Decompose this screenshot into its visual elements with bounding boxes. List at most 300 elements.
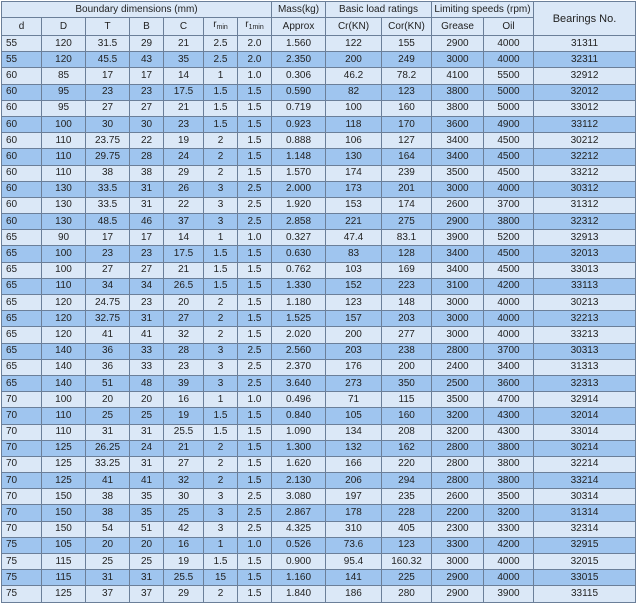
cell-b: 23: [130, 84, 164, 100]
col-b-header: B: [130, 18, 164, 36]
cell-cor: 275: [382, 214, 432, 230]
cell-rmin: 1.5: [204, 100, 238, 116]
cell-b: 41: [130, 473, 164, 489]
cell-oil: 4300: [484, 408, 534, 424]
cell-cr: 203: [326, 343, 382, 359]
cell-bearing-no: 32013: [534, 246, 636, 262]
cell-c: 27: [164, 311, 204, 327]
cell-mass: 2.000: [272, 181, 326, 197]
cell-d: 60: [2, 149, 42, 165]
cell-d: 60: [2, 165, 42, 181]
cell-outer-d: 125: [42, 586, 86, 602]
cell-rmin: 2: [204, 295, 238, 311]
cell-c: 19: [164, 408, 204, 424]
cell-c: 27: [164, 456, 204, 472]
cell-r1min: 1.5: [238, 133, 272, 149]
cell-grease: 2800: [432, 440, 484, 456]
cell-bearing-no: 30214: [534, 440, 636, 456]
cell-oil: 3800: [484, 214, 534, 230]
cell-b: 31: [130, 424, 164, 440]
cell-oil: 3200: [484, 505, 534, 521]
cell-cr: 123: [326, 295, 382, 311]
cell-b: 51: [130, 521, 164, 537]
cell-cr: 186: [326, 586, 382, 602]
table-row: [2, 327, 636, 343]
cell-cor: 155: [382, 36, 432, 52]
cell-grease: 3000: [432, 554, 484, 570]
cell-rmin: 2: [204, 586, 238, 602]
cell-grease: 3000: [432, 311, 484, 327]
cell-outer-d: 110: [42, 424, 86, 440]
cell-oil: 3800: [484, 440, 534, 456]
cell-bearing-no: 33013: [534, 262, 636, 278]
cell-oil: 5000: [484, 84, 534, 100]
table-row: [2, 197, 636, 213]
cell-b: 34: [130, 278, 164, 294]
cell-t: 23: [86, 84, 130, 100]
cell-outer-d: 100: [42, 392, 86, 408]
cell-bearing-no: 30212: [534, 133, 636, 149]
cell-rmin: 15: [204, 570, 238, 586]
cell-cr: 103: [326, 262, 382, 278]
cell-oil: 4500: [484, 165, 534, 181]
cell-r1min: 1.5: [238, 84, 272, 100]
cell-outer-d: 95: [42, 84, 86, 100]
cell-c: 16: [164, 392, 204, 408]
cell-r1min: 1.5: [238, 570, 272, 586]
cell-grease: 3000: [432, 52, 484, 68]
cell-d: 70: [2, 521, 42, 537]
cell-outer-d: 125: [42, 440, 86, 456]
cell-outer-d: 90: [42, 230, 86, 246]
cell-grease: 3200: [432, 424, 484, 440]
cell-r1min: 2.5: [238, 359, 272, 375]
cell-b: 31: [130, 456, 164, 472]
cell-cr: 82: [326, 84, 382, 100]
cell-oil: 5500: [484, 68, 534, 84]
col-r1min-header: [238, 18, 272, 36]
cell-c: 17.5: [164, 246, 204, 262]
table-row: [2, 424, 636, 440]
table-row: [2, 505, 636, 521]
cell-d: 65: [2, 311, 42, 327]
cell-outer-d: 120: [42, 295, 86, 311]
cell-rmin: 3: [204, 343, 238, 359]
cell-t: 41: [86, 327, 130, 343]
cell-c: 28: [164, 343, 204, 359]
cell-cr: 122: [326, 36, 382, 52]
cell-cor: 169: [382, 262, 432, 278]
cell-oil: 4000: [484, 327, 534, 343]
cell-t: 27: [86, 262, 130, 278]
cell-c: 25: [164, 505, 204, 521]
cell-mass: 3.640: [272, 375, 326, 391]
cell-oil: 3600: [484, 375, 534, 391]
cell-mass: 0.840: [272, 408, 326, 424]
cell-rmin: 2: [204, 165, 238, 181]
cell-bearing-no: 32312: [534, 214, 636, 230]
cell-cor: 78.2: [382, 68, 432, 84]
table-row: [2, 100, 636, 116]
cell-outer-d: 100: [42, 116, 86, 132]
table-row: [2, 262, 636, 278]
cell-c: 23: [164, 359, 204, 375]
cell-r1min: 2.5: [238, 181, 272, 197]
col-cor-header: Cor(KN): [382, 18, 432, 36]
cell-outer-d: 110: [42, 165, 86, 181]
cell-c: 14: [164, 230, 204, 246]
table-row: [2, 392, 636, 408]
cell-cr: 200: [326, 52, 382, 68]
col-r1min-sub: 1min: [248, 24, 264, 31]
cell-oil: 4200: [484, 278, 534, 294]
cell-b: 20: [130, 537, 164, 553]
table-row: [2, 181, 636, 197]
cell-cr: 197: [326, 489, 382, 505]
cell-b: 17: [130, 68, 164, 84]
cell-outer-d: 110: [42, 408, 86, 424]
cell-d: 70: [2, 424, 42, 440]
cell-mass: 2.560: [272, 343, 326, 359]
col-cr-header: Cr(KN): [326, 18, 382, 36]
cell-rmin: 3: [204, 359, 238, 375]
cell-rmin: 1.5: [204, 408, 238, 424]
col-oil-header: Oil: [484, 18, 534, 36]
cell-bearing-no: 33012: [534, 100, 636, 116]
cell-t: 33.5: [86, 181, 130, 197]
cell-oil: 4000: [484, 570, 534, 586]
cell-c: 16: [164, 537, 204, 553]
cell-grease: 4100: [432, 68, 484, 84]
cell-mass: 1.160: [272, 570, 326, 586]
cell-grease: 3600: [432, 116, 484, 132]
cell-t: 32.75: [86, 311, 130, 327]
cell-cr: 71: [326, 392, 382, 408]
cell-mass: 2.867: [272, 505, 326, 521]
cell-rmin: 1.5: [204, 246, 238, 262]
cell-c: 19: [164, 554, 204, 570]
cell-cr: 200: [326, 327, 382, 343]
cell-rmin: 1.5: [204, 262, 238, 278]
table-row: [2, 408, 636, 424]
table-row: [2, 359, 636, 375]
cell-oil: 3300: [484, 521, 534, 537]
cell-cor: 174: [382, 197, 432, 213]
cell-mass: 0.888: [272, 133, 326, 149]
cell-t: 54: [86, 521, 130, 537]
cell-b: 30: [130, 116, 164, 132]
cell-mass: 0.762: [272, 262, 326, 278]
cell-cor: 280: [382, 586, 432, 602]
cell-grease: 3100: [432, 278, 484, 294]
cell-outer-d: 100: [42, 246, 86, 262]
cell-cr: 83: [326, 246, 382, 262]
cell-bearing-no: 31314: [534, 505, 636, 521]
table-row: [2, 375, 636, 391]
col-outer-d-header: D: [42, 18, 86, 36]
cell-d: 75: [2, 570, 42, 586]
cell-r1min: 1.0: [238, 392, 272, 408]
cell-c: 24: [164, 149, 204, 165]
cell-outer-d: 110: [42, 278, 86, 294]
cell-cor: 238: [382, 343, 432, 359]
cell-d: 70: [2, 473, 42, 489]
cell-t: 31.5: [86, 36, 130, 52]
cell-mass: 0.590: [272, 84, 326, 100]
cell-cr: 273: [326, 375, 382, 391]
cell-grease: 2900: [432, 570, 484, 586]
cell-t: 25: [86, 408, 130, 424]
cell-d: 70: [2, 456, 42, 472]
cell-c: 39: [164, 375, 204, 391]
cell-cor: 123: [382, 537, 432, 553]
cell-grease: 2800: [432, 473, 484, 489]
table-row: [2, 311, 636, 327]
cell-d: 65: [2, 359, 42, 375]
cell-grease: 3800: [432, 100, 484, 116]
cell-bearing-no: 30312: [534, 181, 636, 197]
cell-d: 60: [2, 100, 42, 116]
col-r1min-label: r: [245, 19, 249, 30]
cell-b: 31: [130, 311, 164, 327]
cell-b: 28: [130, 149, 164, 165]
cell-d: 75: [2, 537, 42, 553]
cell-oil: 4000: [484, 311, 534, 327]
cell-mass: 1.840: [272, 586, 326, 602]
cell-r1min: 1.5: [238, 116, 272, 132]
cell-c: 25.5: [164, 424, 204, 440]
cell-mass: 1.090: [272, 424, 326, 440]
cell-mass: 0.327: [272, 230, 326, 246]
cell-c: 25.5: [164, 570, 204, 586]
cell-cor: 239: [382, 165, 432, 181]
cell-c: 20: [164, 295, 204, 311]
cell-bearing-no: 32214: [534, 456, 636, 472]
cell-r1min: 2.5: [238, 214, 272, 230]
cell-t: 17: [86, 230, 130, 246]
cell-r1min: 1.5: [238, 246, 272, 262]
cell-outer-d: 125: [42, 456, 86, 472]
cell-rmin: 3: [204, 197, 238, 213]
cell-t: 34: [86, 278, 130, 294]
cell-bearing-no: 33214: [534, 473, 636, 489]
cell-r1min: 1.5: [238, 408, 272, 424]
cell-t: 26.25: [86, 440, 130, 456]
cell-grease: 3900: [432, 230, 484, 246]
cell-cor: 294: [382, 473, 432, 489]
cell-bearing-no: 33113: [534, 278, 636, 294]
cell-b: 37: [130, 586, 164, 602]
cell-t: 31: [86, 424, 130, 440]
bearing-spec-table: [1, 1, 636, 603]
cell-grease: 2900: [432, 586, 484, 602]
cell-bearing-no: 33212: [534, 165, 636, 181]
cell-grease: 3000: [432, 295, 484, 311]
cell-t: 48.5: [86, 214, 130, 230]
cell-t: 30: [86, 116, 130, 132]
cell-t: 38: [86, 505, 130, 521]
cell-rmin: 2.5: [204, 36, 238, 52]
cell-outer-d: 150: [42, 489, 86, 505]
cell-t: 20: [86, 392, 130, 408]
cell-mass: 0.496: [272, 392, 326, 408]
cell-oil: 4200: [484, 537, 534, 553]
cell-cor: 350: [382, 375, 432, 391]
cell-cor: 160.32: [382, 554, 432, 570]
cell-t: 36: [86, 343, 130, 359]
cell-outer-d: 130: [42, 214, 86, 230]
cell-r1min: 1.5: [238, 100, 272, 116]
cell-cr: 173: [326, 181, 382, 197]
cell-c: 37: [164, 214, 204, 230]
cell-b: 41: [130, 327, 164, 343]
cell-bearing-no: 32914: [534, 392, 636, 408]
cell-bearing-no: 33015: [534, 570, 636, 586]
cell-mass: 0.719: [272, 100, 326, 116]
cell-cr: 100: [326, 100, 382, 116]
limiting-speeds-header: Limiting speeds (rpm): [432, 2, 534, 18]
boundary-dimensions-header: Boundary dimensions (mm): [2, 2, 272, 18]
col-d-header: d: [2, 18, 42, 36]
cell-bearing-no: 32314: [534, 521, 636, 537]
cell-d: 60: [2, 214, 42, 230]
cell-cr: 134: [326, 424, 382, 440]
cell-c: 21: [164, 36, 204, 52]
cell-grease: 3200: [432, 408, 484, 424]
cell-cr: 153: [326, 197, 382, 213]
cell-c: 21: [164, 440, 204, 456]
cell-mass: 1.300: [272, 440, 326, 456]
cell-b: 35: [130, 489, 164, 505]
cell-bearing-no: 32313: [534, 375, 636, 391]
cell-rmin: 3: [204, 375, 238, 391]
cell-outer-d: 110: [42, 133, 86, 149]
cell-r1min: 2.5: [238, 343, 272, 359]
cell-d: 55: [2, 52, 42, 68]
cell-b: 31: [130, 197, 164, 213]
cell-b: 38: [130, 165, 164, 181]
cell-d: 65: [2, 327, 42, 343]
cell-r1min: 2.0: [238, 52, 272, 68]
cell-d: 60: [2, 116, 42, 132]
cell-r1min: 2.5: [238, 375, 272, 391]
table-row: [2, 149, 636, 165]
table-body: [2, 36, 636, 603]
cell-cr: 141: [326, 570, 382, 586]
cell-rmin: 1.5: [204, 116, 238, 132]
cell-outer-d: 130: [42, 197, 86, 213]
cell-cr: 132: [326, 440, 382, 456]
cell-cor: 162: [382, 440, 432, 456]
cell-bearing-no: 32213: [534, 311, 636, 327]
cell-grease: 2600: [432, 197, 484, 213]
cell-b: 33: [130, 359, 164, 375]
cell-mass: 0.526: [272, 537, 326, 553]
cell-c: 29: [164, 165, 204, 181]
cell-cor: 277: [382, 327, 432, 343]
table-row: [2, 570, 636, 586]
cell-mass: 1.920: [272, 197, 326, 213]
table-row: [2, 246, 636, 262]
cell-oil: 3500: [484, 489, 534, 505]
cell-grease: 3800: [432, 84, 484, 100]
cell-outer-d: 120: [42, 52, 86, 68]
cell-mass: 2.370: [272, 359, 326, 375]
cell-grease: 3400: [432, 262, 484, 278]
cell-b: 20: [130, 392, 164, 408]
cell-cor: 123: [382, 84, 432, 100]
cell-rmin: 3: [204, 181, 238, 197]
cell-oil: 4500: [484, 262, 534, 278]
cell-bearing-no: 32014: [534, 408, 636, 424]
cell-rmin: 2: [204, 149, 238, 165]
cell-grease: 3000: [432, 327, 484, 343]
cell-mass: 2.858: [272, 214, 326, 230]
table-row: [2, 278, 636, 294]
cell-d: 60: [2, 84, 42, 100]
cell-grease: 2900: [432, 214, 484, 230]
cell-mass: 0.900: [272, 554, 326, 570]
table-row: [2, 133, 636, 149]
cell-rmin: 3: [204, 214, 238, 230]
cell-grease: 2400: [432, 359, 484, 375]
cell-cr: 46.2: [326, 68, 382, 84]
cell-rmin: 1.5: [204, 278, 238, 294]
cell-d: 65: [2, 262, 42, 278]
cell-t: 20: [86, 537, 130, 553]
cell-cr: 47.4: [326, 230, 382, 246]
cell-oil: 3700: [484, 197, 534, 213]
table-row: [2, 165, 636, 181]
cell-oil: 4500: [484, 133, 534, 149]
cell-bearing-no: 32311: [534, 52, 636, 68]
cell-cor: 128: [382, 246, 432, 262]
cell-r1min: 1.5: [238, 327, 272, 343]
cell-outer-d: 140: [42, 343, 86, 359]
cell-c: 14: [164, 68, 204, 84]
bearings-no-header: Bearings No.: [534, 2, 636, 36]
col-approx-header: Approx: [272, 18, 326, 36]
cell-grease: 3500: [432, 165, 484, 181]
cell-outer-d: 85: [42, 68, 86, 84]
cell-c: 19: [164, 133, 204, 149]
cell-d: 70: [2, 408, 42, 424]
cell-rmin: 2: [204, 311, 238, 327]
cell-grease: 3400: [432, 149, 484, 165]
cell-mass: 0.923: [272, 116, 326, 132]
cell-t: 33.25: [86, 456, 130, 472]
cell-bearing-no: 32212: [534, 149, 636, 165]
cell-cor: 83.1: [382, 230, 432, 246]
cell-cr: 73.6: [326, 537, 382, 553]
cell-b: 25: [130, 554, 164, 570]
cell-rmin: 2: [204, 456, 238, 472]
cell-c: 21: [164, 100, 204, 116]
table-row: [2, 214, 636, 230]
cell-oil: 3700: [484, 343, 534, 359]
cell-cor: 249: [382, 52, 432, 68]
cell-cr: 310: [326, 521, 382, 537]
cell-cor: 228: [382, 505, 432, 521]
cell-grease: 2600: [432, 489, 484, 505]
cell-t: 23.75: [86, 133, 130, 149]
table-row: [2, 84, 636, 100]
cell-t: 24.75: [86, 295, 130, 311]
cell-grease: 2200: [432, 505, 484, 521]
cell-bearing-no: 31313: [534, 359, 636, 375]
cell-c: 23: [164, 116, 204, 132]
cell-r1min: 1.0: [238, 537, 272, 553]
